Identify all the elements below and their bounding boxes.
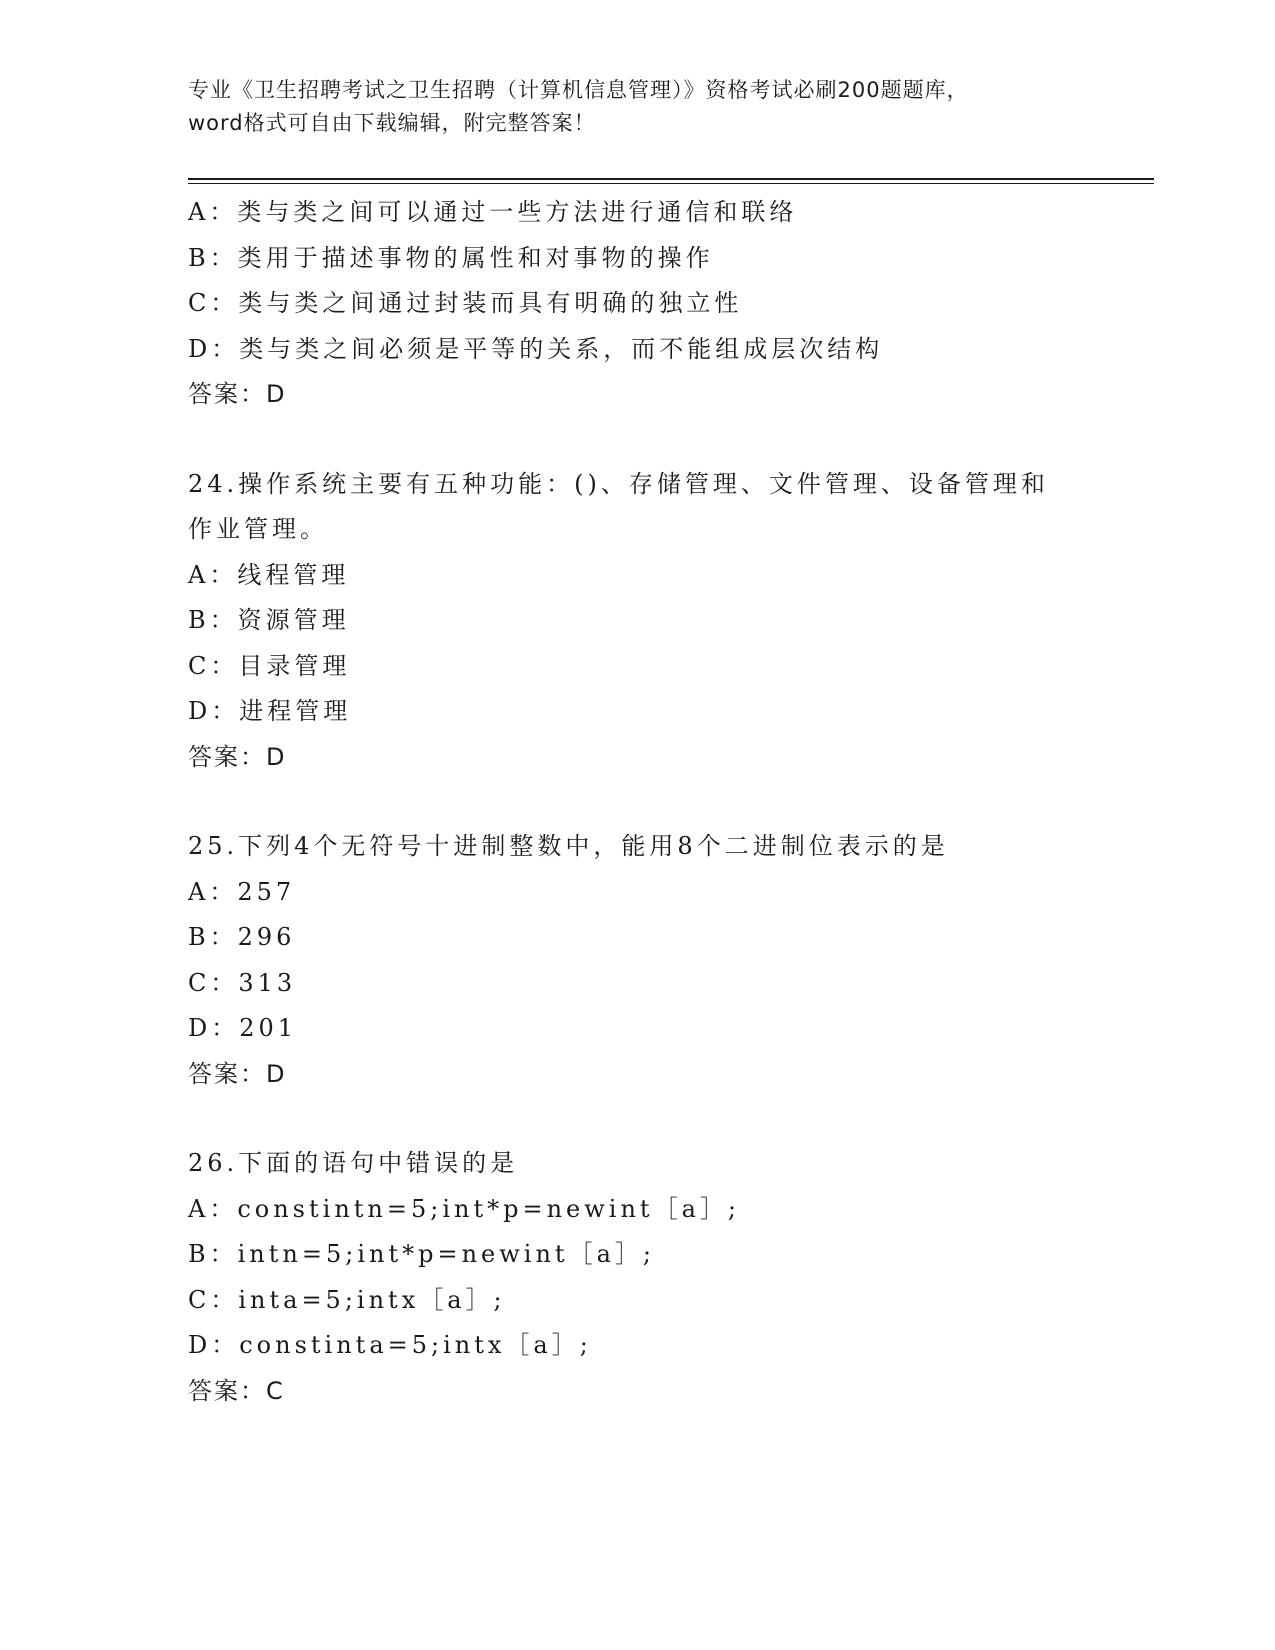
question-stem: 25.下列4个无符号十进制整数中，能用8个二进制位表示的是: [188, 832, 949, 860]
option-b: B：资源管理: [188, 606, 350, 634]
question-stem-continued: 作业管理。: [188, 515, 328, 543]
option-b: B：intn=5;int*p=newint［a］;: [188, 1240, 655, 1268]
option-a: A：类与类之间可以通过一些方法进行通信和联络: [188, 198, 798, 226]
document-header: [188, 74, 1088, 140]
spacer: [188, 780, 1088, 824]
header-divider-thin: [188, 183, 1154, 184]
spacer: [188, 1097, 1088, 1141]
option-c: C：313: [188, 968, 297, 997]
header-divider-thick: [188, 178, 1154, 180]
question-stem: 26.下面的语句中错误的是: [188, 1149, 519, 1177]
question-26: [188, 1141, 1088, 1414]
question-24: [188, 462, 1088, 781]
option-d: D：201: [188, 1014, 298, 1042]
question-stem: 24.操作系统主要有五种功能：()、存储管理、文件管理、设备管理和: [188, 469, 1049, 498]
option-a: A：257: [188, 877, 296, 906]
answer-line: 答案：D: [188, 1059, 287, 1088]
spacer: [188, 418, 1088, 462]
option-d: D：类与类之间必须是平等的关系，而不能组成层次结构: [188, 334, 884, 363]
option-a: A：constintn=5;int*p=newint［a］;: [188, 1194, 740, 1223]
question-25: [188, 824, 1088, 1097]
option-d: D：constinta=5;intx［a］;: [188, 1331, 592, 1359]
option-b: B：类用于描述事物的属性和对事物的操作: [188, 243, 714, 272]
option-d: D：进程管理: [188, 697, 352, 725]
header-title-line-2: word格式可自由下载编辑，附完整答案！: [188, 111, 596, 135]
question-23-continuation: [188, 190, 1088, 418]
question-content: [188, 190, 1088, 1414]
header-title-line-1: 专业《卫生招聘考试之卫生招聘（计算机信息管理）》资格考试必刷200题题库，: [188, 78, 969, 102]
answer-line: 答案：D: [188, 380, 287, 408]
option-c: C：目录管理: [188, 651, 351, 680]
option-c: C：类与类之间通过封装而具有明确的独立性: [188, 289, 743, 317]
option-c: C：inta=5;intx［a］;: [188, 1285, 506, 1314]
option-b: B：296: [188, 923, 296, 951]
answer-line: 答案：C: [188, 1376, 285, 1405]
answer-line: 答案：D: [188, 742, 287, 771]
option-a: A：线程管理: [188, 560, 350, 589]
